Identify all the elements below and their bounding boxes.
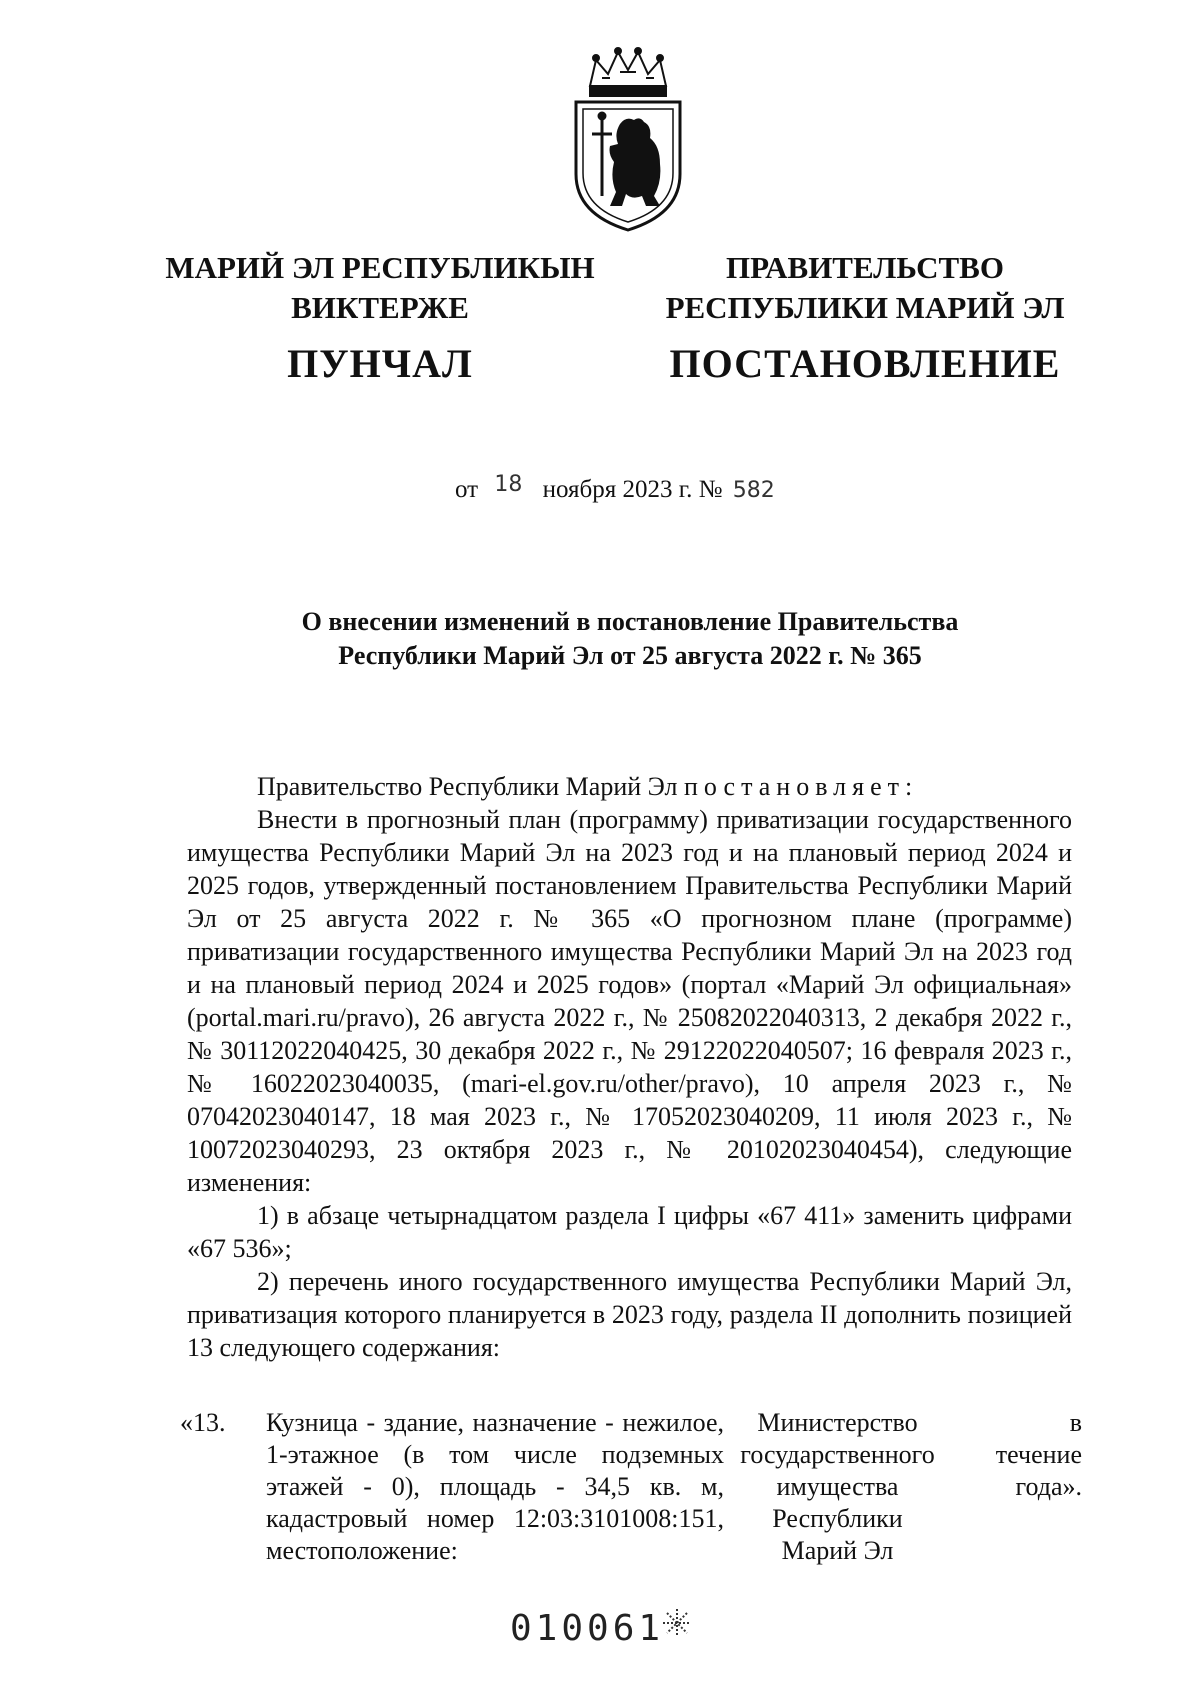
date-prefix: от <box>455 476 479 503</box>
header-left-doc-type: ПУНЧАЛ <box>287 341 473 386</box>
term-line-2: течение <box>995 1440 1082 1469</box>
paragraph-main: Внести в прогнозный план (программу) приватизации государственного имущества Республики Марий Эл на 2023 год и на плановый период 2024 и 2025 годов, утвержденный постановлением Правительства Республики Марий Эл от 25 августа 2022 г. № 365 «О прогнозном плане (программе) приватизации государственного имущества Республики Марий Эл на 2023 год и на плановый период 2024 и 2025 годов» (портал «Марий Эл официальная» (portal.mari.ru/pravo), 26 августа 2022 г., № 25082022040313, 2 декабря 2022 г., № 30112022040425, 30 декабря 2022 г., № 29122022040507; 16 февраля 2023 г., № 16022023040035, (mari-el.gov.ru/other/pravo), 10 апреля 2023 г., № 07042023040147, 18 мая 2023 г., № 17052023040209, 11 июля 2023 г., № 10072023040293, 23 октября 2023 г., № 20102023040454), следующие изменения: <box>187 805 1072 1197</box>
term-line-3: года». <box>1015 1472 1082 1501</box>
header-left-line1: МАРИЙ ЭЛ РЕСПУБЛИКЫН <box>165 250 595 285</box>
org-line-3: имущества <box>776 1472 899 1501</box>
document-date-line <box>455 472 775 504</box>
term-line-1: в <box>1069 1408 1082 1437</box>
position-description: Кузница - здание, назначение - нежилое, 1-этажное (в том числе подземных этажей - 0), площадь - 34,5 кв. м, кадастровый номер 12:03:3101008:151, местоположение: <box>266 1408 724 1565</box>
date-month-year: ноября 2023 г. № <box>542 476 723 503</box>
intro-verb: постановляет: <box>683 772 919 801</box>
org-line-1: Министерство <box>757 1408 918 1437</box>
document-body <box>187 770 1072 1364</box>
header-right-line2: РЕСПУБЛИКИ МАРИЙ ЭЛ <box>665 290 1065 325</box>
position-number: «13. <box>180 1408 226 1437</box>
header-right-line1: ПРАВИТЕЛЬСТВО <box>726 250 1004 285</box>
coat-of-arms-emblem <box>568 46 688 236</box>
title-line2: Республики Марий Эл от 25 августа 2022 г. № 365 <box>338 641 922 670</box>
position-organization <box>735 1407 940 1567</box>
document-number: 582 <box>732 478 775 503</box>
form-serial-number: 010061 <box>510 1608 665 1649</box>
date-day: 18 <box>494 472 523 497</box>
intro-paragraph <box>187 770 1072 803</box>
intro-subject: Правительство Республики Марий Эл <box>257 772 678 801</box>
org-line-5: Марий Эл <box>781 1536 894 1565</box>
org-line-4: Республики <box>772 1504 903 1533</box>
header-left-line2: ВИКТЕРЖЕ <box>291 290 469 325</box>
title-line1: О внесении изменений в постановление Правительства <box>301 607 959 636</box>
document-title <box>180 605 1080 673</box>
header-right-block <box>650 248 1080 390</box>
position-term <box>950 1407 1082 1503</box>
ornament-star-icon <box>660 1606 694 1640</box>
paragraph-item-2: 2) перечень иного государственного имущества Республики Марий Эл, приватизация которого планируется в 2023 году, раздела II дополнить позицией 13 следующего содержания: <box>187 1267 1072 1362</box>
paragraph-item-1: 1) в абзаце четырнадцатом раздела I цифры «67 411» заменить цифрами «67 536»; <box>187 1201 1072 1263</box>
header-right-doc-type: ПОСТАНОВЛЕНИЕ <box>669 341 1061 386</box>
header-left-block <box>160 248 600 390</box>
org-line-2: государственного <box>740 1440 935 1469</box>
